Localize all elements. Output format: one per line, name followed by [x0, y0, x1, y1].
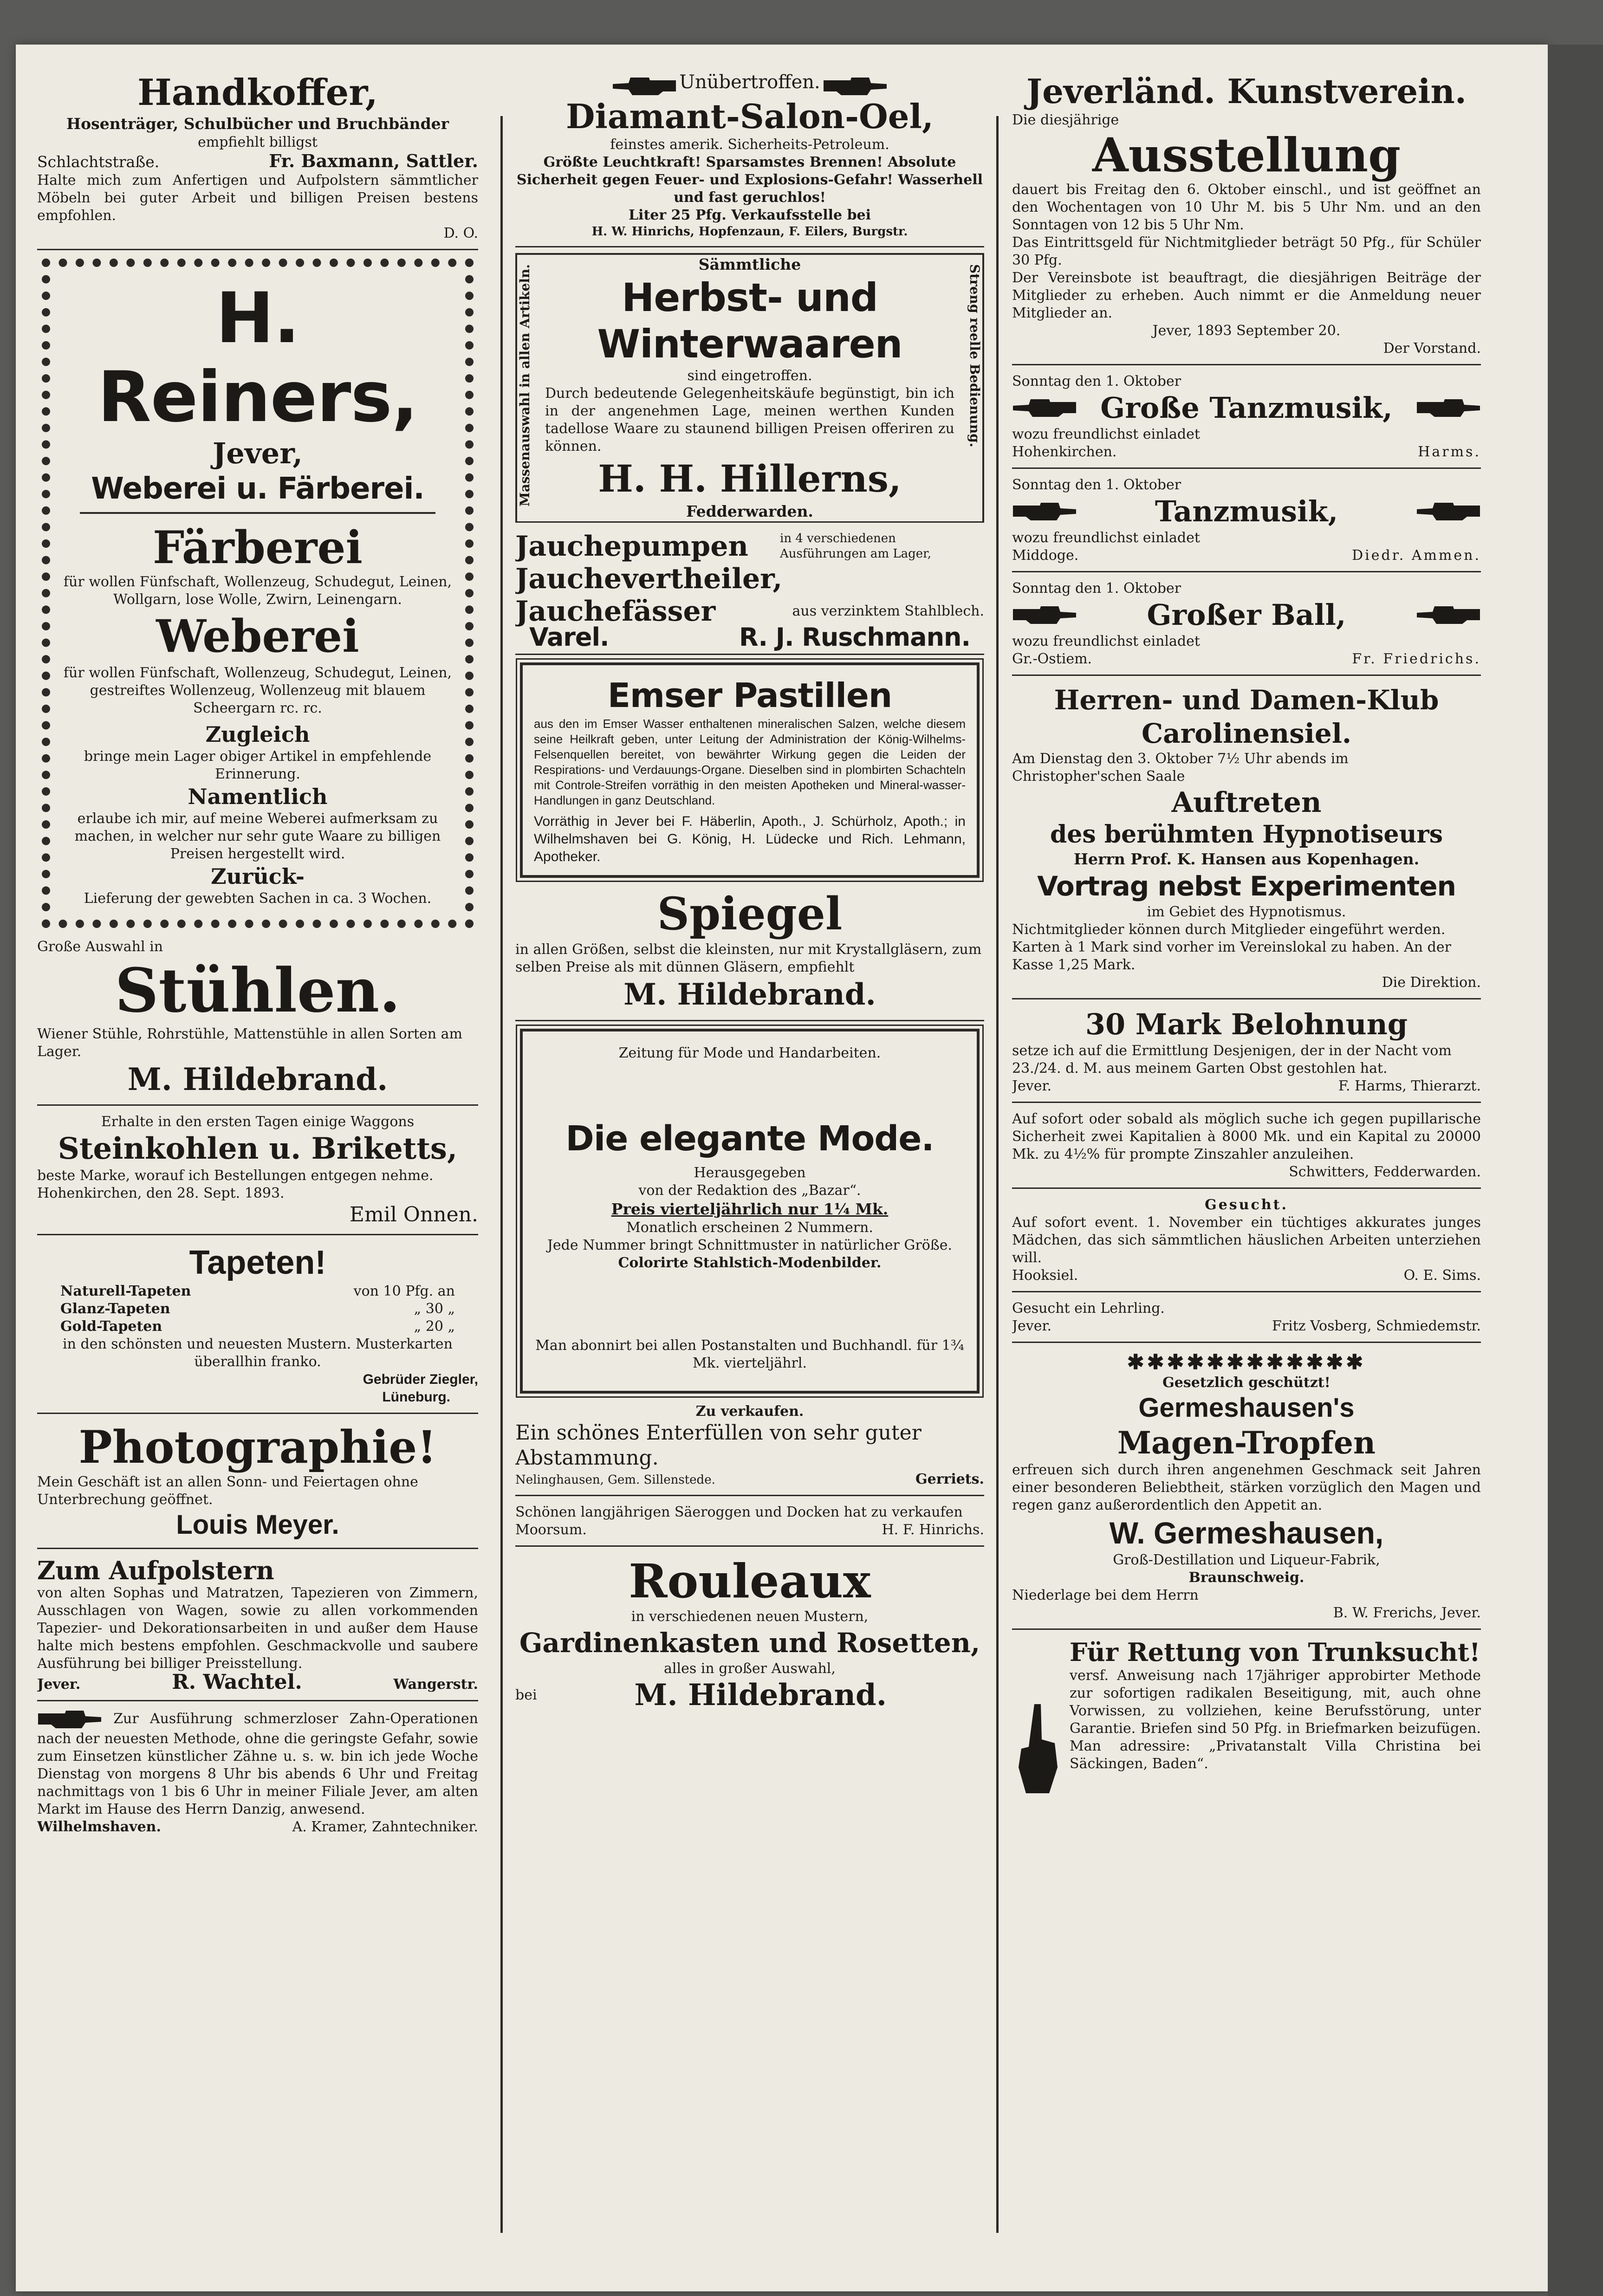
ad-kapital: [1012, 1109, 1481, 1189]
column-right: [1012, 70, 1481, 1809]
ad-title: Gesucht.: [1205, 1197, 1288, 1213]
ad-belohnung: [1012, 1005, 1481, 1103]
ad-pretext: Große Auswahl in: [37, 939, 163, 955]
price-row: [37, 1300, 478, 1318]
ad-title: Jauchefässer: [515, 595, 716, 628]
ad-subtitle: in verschiedenen neuen Mustern,: [631, 1608, 869, 1625]
ad-name: O. E. Sims.: [1403, 1267, 1481, 1284]
ad-text: bringe mein Lager obiger Artikel in empfehlende Erinnerung.: [84, 748, 432, 782]
ad-name: R. Wachtel.: [172, 1670, 302, 1694]
ad-handkoffer: [37, 70, 478, 250]
ad-place: Middoge.: [1012, 547, 1079, 564]
ad-text: Am Dienstag den 3. Oktober 7½ Uhr abends im Christopher'schen Saale: [1012, 751, 1349, 785]
ad-town: Lüneburg.: [382, 1389, 450, 1405]
ad-text: Halte mich zum Anfertigen und Aufpolstern sämmtlicher Möbeln bei guter Arbeit und billigen Preisen bestens empfohlen.: [37, 172, 478, 224]
price-value: „ 20 „: [414, 1318, 455, 1335]
ad-herbst: [515, 253, 984, 523]
ad-text: Lieferung der gewebten Sachen in ca. 3 Wochen.: [84, 890, 432, 907]
ad-town: Jever,: [213, 436, 303, 470]
ad-heading: Namentlich: [188, 784, 328, 809]
ad-name: M. Hildebrand.: [127, 1061, 388, 1097]
ad-spiegel: [515, 885, 984, 1021]
ad-name: Fr. Baxmann, Sattler.: [269, 150, 478, 171]
ad-pretext: Zu verkaufen.: [695, 1403, 804, 1420]
ad-names: H. W. Hinrichs, Hopfenzaun, F. Eilers, Burgstr.: [591, 224, 908, 239]
ad-name: B. W. Frerichs, Jever.: [1333, 1605, 1481, 1621]
ad-name: Gebrüder Ziegler,: [363, 1372, 478, 1387]
ad-rouleaux: [515, 1552, 984, 1719]
ad-text: Auf sofort event. 1. November ein tüchtiges akkurates junges Mädchen, das sich sämmtlichen häuslichen Arbeiten unterziehen will.: [1012, 1214, 1481, 1266]
ad-aufpolstern: [37, 1555, 478, 1701]
ad-title: Jeverländ. Kunstverein.: [1026, 71, 1467, 111]
ad-kunstverein: [1012, 70, 1481, 365]
star-border-icon: ✱✱✱✱✱✱✱✱✱✱✱✱: [1127, 1350, 1366, 1374]
ad-signature: D. O.: [443, 225, 478, 241]
ad-title: Die elegante Mode.: [565, 1118, 934, 1159]
ad-text: Der Vereinsbote ist beauftragt, die diesjährigen Beiträge der Mitglieder zu erheben. Auch nimmt er die Anmeldung neuer Mitglieder an.: [1012, 270, 1481, 321]
ad-title: Carolinensiel.: [1141, 718, 1352, 749]
pointing-hand-icon: [1012, 604, 1077, 626]
ad-text: im Gebiet des Hypnotismus.: [1147, 904, 1346, 920]
ad-text: Auf sofort oder sobald als möglich suche ich gegen pupillarische Sicherheit zwei Kapitalien à 8000 Mk. und ein Kapital zu 20000 Mk. zu 4½% für prompte Zinszahler anzuleihen.: [1012, 1111, 1481, 1162]
ad-heading: Vortrag nebst Experimenten: [1037, 870, 1456, 902]
ad-signature: Der Vorstand.: [1383, 340, 1481, 357]
ad-mode: [520, 1029, 980, 1394]
pointing-hand-icon: [1416, 604, 1481, 626]
ad-text: Monatlich erscheinen 2 Nummern.: [626, 1219, 873, 1236]
ad-town: Varel.: [529, 622, 609, 652]
price-table: [37, 1283, 478, 1336]
price-value: „ 30 „: [414, 1301, 455, 1317]
ad-town: Jever.: [37, 1676, 81, 1693]
ad-title: Stühlen.: [115, 955, 401, 1026]
ad-text: Jede Nummer bringt Schnittmuster in natürlicher Größe.: [547, 1237, 953, 1253]
ad-subtitle: sind eingetroffen.: [687, 367, 812, 384]
ad-text: Durch bedeutende Gelegenheitskäufe begünstigt, bin ich in der angenehmen Lage, meinen werthen Kunden tadellose Waare zu staunend billigen Preisen offeriren zu können.: [545, 385, 954, 454]
ad-name: F. Harms, Thierarzt.: [1338, 1078, 1481, 1094]
ad-text: Ein schönes Enterfüllen von sehr guter Abstammung.: [515, 1420, 922, 1470]
ad-text: Colorirte Stahlstich-Modenbilder.: [618, 1254, 882, 1271]
ad-text: für wollen Fünfschaft, Wollenzeug, Schudegut, Leinen, Wollgarn, lose Wolle, Zwirn, Leinengarn.: [63, 574, 452, 608]
ad-name: Harms.: [1418, 444, 1481, 460]
ad-text: Mein Geschäft ist an allen Sonn- und Feiertagen ohne Unterbrechung geöffnet.: [37, 1474, 418, 1508]
ad-tapeten: [37, 1241, 478, 1414]
ad-title: Großer Ball,: [1147, 598, 1346, 632]
ad-text: alles in großer Auswahl,: [664, 1660, 836, 1677]
ad-place: Gr.-Ostiem.: [1012, 651, 1092, 667]
ad-text: von der Redaktion des „Bazar“.: [638, 1182, 861, 1199]
ad-trunksucht: [1012, 1635, 1481, 1803]
ad-text: Herausgegeben: [694, 1164, 806, 1181]
ad-street: Schlachtstraße.: [37, 153, 160, 171]
ad-place: Hooksiel.: [1012, 1267, 1078, 1284]
ad-pretext: Unübertroffen.: [679, 71, 820, 93]
ad-town: Fedderwarden.: [686, 502, 813, 520]
ad-text: Niederlage bei dem Herrn: [1012, 1587, 1199, 1603]
ad-subtitle: feinstes amerik. Sicherheits-Petroleum.: [610, 136, 889, 153]
ad-header: [515, 71, 984, 97]
ad-text: wozu freundlichst einladet: [1012, 633, 1200, 649]
price-label: Glanz-Tapeten: [60, 1301, 170, 1317]
ad-side-text-left: Massenauswahl in allen Artikeln.: [517, 264, 532, 506]
ad-title: Für Rettung von Trunksucht!: [1070, 1637, 1480, 1667]
ad-pretext: Gesetzlich geschützt!: [1162, 1375, 1330, 1391]
pointing-hand-icon: [1416, 397, 1481, 419]
pointing-hand-icon: [1012, 501, 1077, 522]
column-middle: [515, 70, 984, 1725]
ad-stuehlen: [37, 936, 478, 1106]
ad-name: Emil Onnen.: [349, 1203, 478, 1226]
ad-text: in 4 verschiedenen Ausführungen am Lager,: [780, 531, 931, 561]
ad-place: Hohenkirchen.: [1012, 444, 1117, 460]
ad-name: Schwitters, Fedderwarden.: [1289, 1164, 1481, 1180]
ad-text: Das Eintrittsgeld für Nichtmitglieder beträgt 50 Pfg., für Schüler 30 Pfg.: [1012, 234, 1481, 268]
ad-text: Schönen langjährigen Säeroggen und Docken hat zu verkaufen: [515, 1504, 963, 1520]
ad-name: M. Hildebrand.: [623, 977, 876, 1012]
ad-heading: des berühmten Hypnotiseurs: [1050, 820, 1443, 849]
ad-name: R. J. Ruschmann.: [739, 622, 970, 652]
scan-background-edge: [1548, 45, 1603, 2296]
ad-title: Emser Pastillen: [607, 675, 892, 715]
ad-name: H. H. Hillerns,: [598, 456, 902, 500]
ad-text: Größte Leuchtkraft! Sparsamstes Brennen! Absolute Sicherheit gegen Feuer- und Explosions-Gefahr! Wasserhell und fast geruchlos!: [516, 154, 983, 206]
pointing-hand-icon: [1416, 501, 1481, 522]
ad-place: Moorsum.: [515, 1521, 587, 1538]
ad-heading: Zugleich: [205, 722, 310, 747]
ad-text: bei: [515, 1686, 537, 1703]
ad-pretext: Zeitung für Mode und Handarbeiten.: [618, 1044, 881, 1061]
ad-text: Nichtmitglieder können durch Mitglieder eingeführt werden.: [1012, 921, 1446, 938]
column-rule: [996, 116, 999, 2233]
pointing-hand-icon: [823, 76, 888, 97]
ad-title: Zum Aufpolstern: [37, 1556, 274, 1585]
ad-diamant: [515, 70, 984, 247]
ad-date: Jever, 1893 September 20.: [1152, 323, 1341, 339]
ad-text: wozu freundlichst einladet: [1012, 530, 1200, 546]
ad-heading: Ausstellung: [1092, 128, 1401, 182]
price-label: Naturell-Tapeten: [60, 1283, 191, 1299]
ad-place: Jever.: [1012, 1078, 1052, 1094]
ad-text: [37, 1709, 478, 1818]
ad-tanz-hohenkirchen: [1012, 371, 1481, 469]
ad-text: empfiehlt billigst: [198, 134, 318, 150]
ad-place: Jever.: [1012, 1318, 1052, 1334]
ad-subtitle: Groß-Destillation und Liqueur-Fabrik,: [1113, 1552, 1380, 1568]
ad-jauche: [515, 528, 984, 655]
ad-heading: Färberei: [152, 521, 363, 574]
column-left: [37, 70, 478, 1848]
ad-text: Vorräthig in Jever bei F. Häberlin, Apoth., J. Schürholz, Apoth.; in Wilhelmshaven bei G. König, H. Lüdecke und Rich. Lehmann, Apotheker.: [534, 813, 966, 864]
ad-text: setze ich auf die Ermittlung Desjenigen, der in der Nacht vom 23./24. d. M. aus meinem Garten Obst gestohlen hat.: [1012, 1043, 1452, 1077]
ad-text: aus verzinktem Stahlblech.: [792, 603, 984, 619]
ad-name: M. Hildebrand.: [634, 1677, 887, 1712]
price-label: Gold-Tapeten: [60, 1318, 162, 1335]
ad-pretext: Sonntag den 1. Oktober: [1012, 373, 1181, 389]
ad-title: Jauchepumpen: [515, 530, 749, 563]
ad-text: in allen Größen, selbst die kleinsten, nur mit Krystallgläsern, zum selben Preise als mit dünnen Gläsern, empfiehlt: [515, 941, 982, 975]
ad-photographie: [37, 1420, 478, 1549]
ad-heading: Weberei: [156, 610, 359, 662]
ad-name: Louis Meyer.: [176, 1510, 339, 1540]
ad-title: Herren- und Damen-Klub: [1054, 684, 1439, 716]
ad-text: für wollen Fünfschaft, Wollenzeug, Schudegut, Leinen, gestreiftes Wollenzeug, Wollenzeug mit blauem Scheergarn rc. rc.: [63, 665, 452, 716]
ad-price: Preis vierteljährlich nur 1¼ Mk.: [611, 1200, 889, 1218]
ad-price: Liter 25 Pfg. Verkaufsstelle bei: [628, 207, 871, 223]
ad-place: Nelinghausen, Gem. Sillenstede.: [515, 1472, 715, 1487]
ad-pretext: Die diesjährige: [1012, 112, 1119, 128]
ad-title: Große Tanzmusik,: [1100, 391, 1393, 425]
ad-kramer: [37, 1707, 478, 1842]
ad-text: in den schönsten und neuesten Mustern. Musterkarten überallhin franko.: [63, 1336, 453, 1370]
ad-name: A. Kramer, Zahntechniker.: [292, 1819, 478, 1835]
ad-name: Diedr. Ammen.: [1352, 547, 1481, 564]
ad-subtitle: Weberei u. Färberei.: [80, 470, 435, 514]
ad-text: beste Marke, worauf ich Bestellungen entgegen nehme. Hohenkirchen, den 28. Sept. 1893.: [37, 1167, 434, 1201]
ad-text: dauert bis Freitag den 6. Oktober einschl., und ist geöffnet an den Wochentagen von 10 Uhr M. bis 5 Uhr Nm. und an den Sonntagen von 12 bis 5 Uhr Nm.: [1012, 182, 1481, 233]
pointing-hand-icon: [37, 1709, 102, 1730]
ad-title: Herbst- und: [622, 274, 878, 320]
ad-title: Gardinenkasten und Rosetten,: [519, 1627, 980, 1659]
ad-text: aus den im Emser Wasser enthaltenen mineralischen Salzen, welche diesem seine Heilkraft geben, unter Leitung der Administration der König-Wilhelms-Felsenquellen bereitet, von bewährter Wirkung gegen die Leiden der Respirations- und Verdauungs-Organe. Dieselben sind in plombirten Schachteln mit Controle-Streifen vorräthig in den meisten Apotheken und Mineral-wasser-Handlungen in ganz Deutschland.: [534, 716, 966, 807]
pointing-hand-icon: [1012, 397, 1077, 419]
ad-signature: Die Direktion.: [1382, 974, 1481, 991]
ad-text: von alten Sophas und Matratzen, Tapezieren von Zimmern, Ausschlagen von Wagen, sowie zu allen vorkommenden Tapezier- und Dekorationsarbeiten in und außer dem Hause halte mich bestens empfohlen. Geschmackvolle und saubere Ausführung bei billiger Preisstellung.: [37, 1585, 478, 1672]
ad-text: Karten à 1 Mark sind vorher im Vereinslokal zu haben. An der Kasse 1,25 Mark.: [1012, 939, 1451, 973]
pointing-hand-icon: [612, 76, 677, 97]
ad-emser: [520, 662, 980, 878]
ad-side-text-right: Streng reelle Bedienung.: [967, 264, 982, 448]
ad-title: Steinkohlen u. Briketts,: [58, 1131, 458, 1166]
ad-title: 30 Mark Belohnung: [1085, 1007, 1408, 1041]
ad-title: Photographie!: [78, 1421, 437, 1473]
ad-verkaufen: [515, 1401, 984, 1496]
ad-title: Magen-Tropfen: [1117, 1425, 1376, 1461]
ad-title: Rouleaux: [629, 1553, 871, 1608]
column-rule: [500, 116, 503, 2233]
ad-gesucht: [1012, 1194, 1481, 1292]
ad-steinkohlen: [37, 1111, 478, 1235]
ad-title: Winterwaaren: [597, 321, 902, 367]
ad-name: Gerriets.: [915, 1471, 984, 1487]
ad-text: Hosenträger, Schulbücher und Bruchbänder: [66, 115, 449, 133]
ad-title: Handkoffer,: [137, 71, 378, 114]
ad-title: Tapeten!: [189, 1244, 326, 1281]
pointing-hand-icon: [1012, 1637, 1063, 1797]
ad-pretext: Sämmtliche: [698, 255, 801, 273]
price-value: von 10 Pfg. an: [353, 1283, 455, 1299]
price-row: [37, 1283, 478, 1300]
ad-name: Fr. Friedrichs.: [1352, 651, 1481, 667]
ad-text: Wiener Stühle, Rohrstühle, Mattenstühle in allen Sorten am Lager.: [37, 1026, 462, 1060]
ad-pretext: Sonntag den 1. Oktober: [1012, 580, 1181, 597]
ad-title: Diamant-Salon-Oel,: [566, 96, 934, 136]
ad-street: Wangerstr.: [393, 1676, 478, 1693]
ad-name: H. F. Hinrichs.: [882, 1521, 984, 1538]
ad-tanz-middoge: [1012, 474, 1481, 572]
ad-text: versf. Anweisung nach 17jähriger approbirter Methode zur sofortigen radikalen Beseitigung, mit, auch ohne Vorwissen, zu vollziehen, keine Berufsstörung, unter Garantie. Briefen sind 50 Pfg. in Briefmarken beizufügen. Man adressire: „Privatanstalt Villa Christina bei Säckingen, Baden“.: [1070, 1667, 1481, 1772]
ad-title: Tanzmusik,: [1155, 494, 1338, 528]
ad-text-body: Zur Ausführung schmerzloser Zahn-Operationen nach der neuesten Methode, ohne die geringste Gefahr, sowie zum Einsetzen künstlicher Zähne u. s. w. bin ich jede Woche Dienstag von morgens 8 Uhr bis abends 6 Uhr und Freitag nachmittags von 1 bis 6 Uhr in meiner Filiale Jever, am alten Markt im Hause des Herrn Danzig, anwesend.: [37, 1711, 478, 1817]
ad-title: H. Reiners,: [97, 278, 418, 438]
ad-title: Spiegel: [657, 887, 843, 940]
price-row: [37, 1318, 478, 1336]
ad-ball: [1012, 578, 1481, 676]
ad-pretext: Sonntag den 1. Oktober: [1012, 477, 1181, 493]
ad-heading: Auftreten: [1171, 786, 1322, 819]
ad-town: Wilhelmshaven.: [37, 1819, 161, 1835]
ad-title: Germeshausen's: [1138, 1393, 1355, 1423]
ad-text: erlaube ich mir, auf meine Weberei aufmerksam zu machen, in welcher nur sehr gute Waare zu billigen Preisen hergestellt wird.: [74, 811, 441, 862]
ad-text: Gesucht ein Lehrling.: [1012, 1300, 1165, 1317]
ad-name: Fritz Vosberg, Schmiedemstr.: [1272, 1318, 1481, 1334]
ad-lehrling: [1012, 1298, 1481, 1343]
ad-text: Man abonnirt bei allen Postanstalten und Buchhandl. für 1¾ Mk. vierteljährl.: [535, 1337, 964, 1371]
ad-klub: [1012, 681, 1481, 999]
ad-heading: Zurück-: [211, 864, 305, 889]
ad-text: wozu freundlichst einladet: [1012, 426, 1200, 442]
ad-town: Braunschweig.: [1188, 1570, 1304, 1586]
ad-reiners: [42, 259, 474, 928]
ad-germeshausen: [1012, 1349, 1481, 1630]
ad-text: erfreuen sich durch ihren angenehmen Geschmack seit Jahren einer besonderen Beliebtheit, stärken vorzüglich den Magen und regen ganz außerordentlich den Appetit an.: [1012, 1462, 1481, 1513]
ad-saeroggen: [515, 1502, 984, 1547]
ad-name: W. Germeshausen,: [1109, 1516, 1384, 1550]
ad-title: Jauchevertheiler,: [515, 562, 783, 595]
ad-pretext: Erhalte in den ersten Tagen einige Waggons: [101, 1114, 415, 1130]
ad-text: Herrn Prof. K. Hansen aus Kopenhagen.: [1073, 850, 1420, 868]
